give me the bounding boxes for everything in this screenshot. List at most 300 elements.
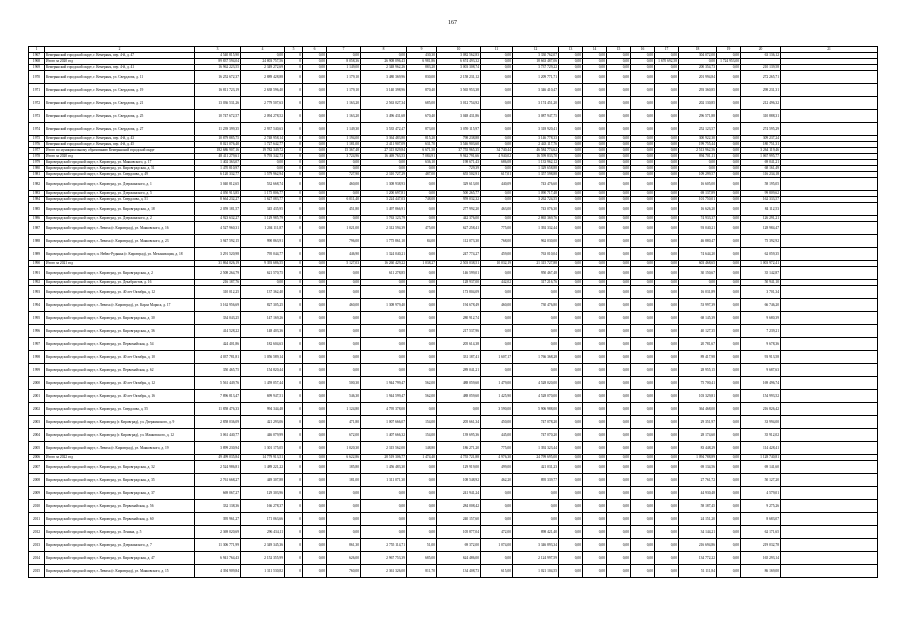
row-number-cell: 1973 <box>29 110 45 123</box>
value-cell: 14 779 913,51 <box>241 455 285 461</box>
value-cell: 0 <box>285 216 303 222</box>
value-cell: 0,00 <box>583 390 607 403</box>
value-cell: 775,00 <box>481 442 513 455</box>
value-cell: 3 059 115,97 <box>437 123 481 136</box>
value-cell: 0,00 <box>361 500 407 513</box>
value-cell: 0,00 <box>559 513 583 526</box>
value-cell: 500 265,77 <box>437 191 481 197</box>
row-number-cell: 2000 <box>29 377 45 390</box>
value-cell: 180 751,31 <box>741 142 781 148</box>
value-cell: 0,00 <box>631 351 655 364</box>
empty-cell <box>781 487 878 500</box>
value-cell: 0 <box>285 222 303 235</box>
value-cell: 66 746,20 <box>741 299 781 312</box>
value-cell: 134 772,22 <box>679 552 717 565</box>
empty-cell <box>781 526 878 539</box>
value-cell: 0,00 <box>513 500 559 513</box>
value-cell: 103 329,81 <box>679 390 717 403</box>
value-cell: 277 992,20 <box>437 203 481 216</box>
value-cell: 0,00 <box>717 325 741 338</box>
value-cell: 0 <box>285 178 303 191</box>
value-cell: 0,00 <box>607 539 631 552</box>
table-row <box>29 123 878 136</box>
value-cell: 0,00 <box>583 142 607 148</box>
value-cell: 0,00 <box>481 65 513 71</box>
value-cell: 0 <box>285 166 303 172</box>
value-cell: 0,00 <box>513 312 559 325</box>
row-number-cell: 2009 <box>29 487 45 500</box>
value-cell: 0,00 <box>655 172 679 178</box>
value-cell: 0,00 <box>607 110 631 123</box>
address-cell: Кировградский городской округ, г. Кировград, ул. Декабристов, д. 16 <box>45 280 195 286</box>
value-cell: 3 012 754,92 <box>437 97 481 110</box>
value-cell: 894 701,11 <box>679 154 717 160</box>
value-cell: 0,00 <box>241 53 285 59</box>
value-cell: 2 094 278,52 <box>241 110 285 123</box>
value-cell: 0,00 <box>559 53 583 59</box>
value-cell: 16 605,00 <box>679 178 717 191</box>
value-cell: 0 <box>285 235 303 248</box>
value-cell: 2 889 428,88 <box>241 71 285 84</box>
value-cell: 0,00 <box>607 142 631 148</box>
row-number-cell: 1972 <box>29 97 45 110</box>
empty-cell <box>781 325 878 338</box>
value-cell: 0 <box>285 123 303 136</box>
value-cell: 16 626,20 <box>679 203 717 216</box>
value-cell: 182 604,63 <box>241 338 285 351</box>
value-cell: 0,00 <box>717 526 741 539</box>
value-cell: 0,00 <box>513 487 559 500</box>
value-cell: 1 181,00 <box>327 142 361 148</box>
address-cell: Кемерянский городской округ, г. Кемерянъ, пер. 4-й, д. 43 <box>45 136 195 142</box>
value-cell: 24 799 695,00 <box>513 455 559 461</box>
column-number-5: 5 <box>285 47 303 53</box>
value-cell: 26 908 096,43 <box>361 59 407 65</box>
value-cell: 1 209 771,71 <box>513 71 559 84</box>
value-cell: 748,00 <box>407 197 437 203</box>
value-cell: 247 774,27 <box>437 248 481 261</box>
value-cell: 0,00 <box>655 442 679 455</box>
value-cell: 0,00 <box>303 500 327 513</box>
value-cell: 0,00 <box>607 286 631 299</box>
value-cell: 0 <box>285 351 303 364</box>
value-cell: 4 037 781,81 <box>195 351 241 364</box>
value-cell: 0 <box>285 299 303 312</box>
value-cell: 0,00 <box>607 123 631 136</box>
value-cell: 0,00 <box>559 552 583 565</box>
value-cell: 11 306 771,99 <box>195 539 241 552</box>
value-cell: 9 678,36 <box>741 338 781 351</box>
value-cell: 1 007 666,07 <box>361 416 407 429</box>
value-cell: 0,00 <box>303 280 327 286</box>
value-cell: 0,00 <box>303 123 327 136</box>
value-cell: 0,00 <box>607 280 631 286</box>
value-cell: 4 394 909,84 <box>195 565 241 578</box>
value-cell: 460,00 <box>327 178 361 191</box>
value-cell: 58 187,45 <box>679 500 717 513</box>
empty-cell <box>781 364 878 377</box>
value-cell: 10 879 885,75 <box>195 136 241 142</box>
value-cell: 0,00 <box>303 235 327 248</box>
value-cell: 0 <box>285 513 303 526</box>
value-cell: 0,00 <box>303 71 327 84</box>
value-cell: 16 469 763,53 <box>361 154 407 160</box>
value-cell: 0,00 <box>583 191 607 197</box>
value-cell: 0,00 <box>559 565 583 578</box>
value-cell: 0,00 <box>655 312 679 325</box>
value-cell: 0,00 <box>717 53 741 59</box>
value-cell: 3 146 778,33 <box>513 136 559 142</box>
value-cell: 0,00 <box>631 487 655 500</box>
value-cell: 0,00 <box>481 191 513 197</box>
value-cell: 2 761 668,27 <box>195 474 241 487</box>
value-cell: 186 271,20 <box>437 442 481 455</box>
value-cell: 0,00 <box>631 455 655 461</box>
value-cell: 0,00 <box>303 160 327 166</box>
value-cell: 811,70 <box>407 565 437 578</box>
value-cell: 0,00 <box>559 416 583 429</box>
value-cell: 0 <box>285 429 303 442</box>
value-cell: 0,00 <box>655 299 679 312</box>
value-cell: 0 <box>285 136 303 142</box>
table-row <box>29 364 878 377</box>
row-number-cell: 2006 <box>29 455 45 461</box>
value-cell: 0,00 <box>607 178 631 191</box>
value-cell: 0 <box>285 53 303 59</box>
value-cell: 0,00 <box>303 110 327 123</box>
value-cell: 0,00 <box>407 325 437 338</box>
value-cell: 2 369 020,69 <box>195 526 241 539</box>
value-cell: 0,00 <box>559 97 583 110</box>
value-cell: 0,00 <box>583 416 607 429</box>
value-cell: 0,00 <box>631 500 655 513</box>
address-cell: Кировградский городской округ, г. Кировград, ул. Кировградская, д. 2 <box>45 267 195 280</box>
value-cell: 3 565 953,38 <box>437 84 481 97</box>
value-cell: 4 528 070,00 <box>513 390 559 403</box>
empty-cell <box>781 416 878 429</box>
value-cell: 0,00 <box>361 325 407 338</box>
empty-cell <box>781 351 878 364</box>
value-cell: 0,00 <box>717 565 741 578</box>
value-cell: 0 <box>285 142 303 148</box>
value-cell: 0,00 <box>655 377 679 390</box>
value-cell: 0,00 <box>481 71 513 84</box>
value-cell: 0,00 <box>717 203 741 216</box>
table-row <box>29 222 878 235</box>
value-cell: 2 967 753,39 <box>361 552 407 565</box>
value-cell: 0,00 <box>407 267 437 280</box>
value-cell: 0,00 <box>481 197 513 203</box>
value-cell: 1 067 995,77 <box>741 154 781 160</box>
row-number-cell: 2007 <box>29 461 45 474</box>
value-cell: 0,00 <box>583 71 607 84</box>
table-row <box>29 71 878 84</box>
value-cell: 0,00 <box>303 429 327 442</box>
value-cell: 0,00 <box>303 364 327 377</box>
value-cell: 0,00 <box>559 235 583 248</box>
value-cell: 0,00 <box>655 403 679 416</box>
value-cell: 0 <box>285 203 303 216</box>
value-cell: 446,90 <box>327 248 361 261</box>
value-cell: 0,00 <box>607 197 631 203</box>
value-cell: 0,00 <box>303 136 327 142</box>
value-cell: 627 258,41 <box>437 222 481 235</box>
address-cell: Итого за 2020 год <box>45 154 195 160</box>
value-cell: 0,00 <box>327 500 361 513</box>
value-cell: 0,00 <box>631 286 655 299</box>
value-cell: 395 961,27 <box>195 513 241 526</box>
value-cell: 0,00 <box>559 84 583 97</box>
value-cell: 0,00 <box>631 142 655 148</box>
value-cell: 0,00 <box>361 53 407 59</box>
value-cell: 2 411 907,09 <box>361 142 407 148</box>
value-cell: 0 <box>285 248 303 261</box>
empty-cell <box>781 552 878 565</box>
value-cell: 27 315 829,84 <box>361 148 407 154</box>
value-cell: 0,00 <box>559 203 583 216</box>
value-cell: 0,00 <box>559 461 583 474</box>
value-cell: 2 312 594,39 <box>361 222 407 235</box>
value-cell: 3 364 483,80 <box>361 136 407 142</box>
address-cell: Кемерянский городской округ, г. Кемерянъ, пер. 4-й, д. 45 <box>45 142 195 148</box>
value-cell: 240 157,60 <box>437 513 481 526</box>
value-cell: 0,00 <box>607 487 631 500</box>
value-cell: 0 <box>285 416 303 429</box>
value-cell: 0,00 <box>583 455 607 461</box>
value-cell: 1 175 806,77 <box>241 191 285 197</box>
value-cell: 1 607,17 <box>481 351 513 364</box>
value-cell: 0,00 <box>631 442 655 455</box>
value-cell: 0,00 <box>655 178 679 191</box>
value-cell: 0,00 <box>303 416 327 429</box>
value-cell: 0,00 <box>631 136 655 142</box>
value-cell: 0,00 <box>583 299 607 312</box>
column-number-2: 2 <box>45 47 195 53</box>
table-row <box>29 325 878 338</box>
value-cell: 0,00 <box>303 65 327 71</box>
value-cell: 0,00 <box>655 455 679 461</box>
value-cell: 0,00 <box>607 166 631 172</box>
value-cell: 0,00 <box>607 160 631 166</box>
value-cell: 0,00 <box>559 455 583 461</box>
value-cell: 0,00 <box>631 65 655 71</box>
value-cell: 2 059 181,57 <box>195 203 241 216</box>
table-row <box>29 403 878 416</box>
value-cell: 217 537,96 <box>437 325 481 338</box>
value-cell: 0,00 <box>717 416 741 429</box>
value-cell: 1 579 962,94 <box>241 172 285 178</box>
value-cell: 414 528,22 <box>195 325 241 338</box>
value-cell: 1 003 972,41 <box>741 261 781 267</box>
column-number-14: 14 <box>583 47 607 53</box>
address-cell: Кировградский городской округ, г. Кировград, ул. Дзержинского, д. 5 <box>45 191 195 197</box>
value-cell: 1 357 598,88 <box>513 172 559 178</box>
value-cell: 994 344,48 <box>241 403 285 416</box>
value-cell: 0,00 <box>407 403 437 416</box>
value-cell: 89 837 594,04 <box>195 59 241 65</box>
column-number-8: 8 <box>361 47 407 53</box>
value-cell: 1 479,00 <box>481 377 513 390</box>
value-cell: 795 044,77 <box>241 248 285 261</box>
value-cell: 0,00 <box>655 148 679 154</box>
value-cell: 0,00 <box>607 377 631 390</box>
value-cell: 0,00 <box>303 526 327 539</box>
value-cell: 440,09 <box>481 178 513 191</box>
value-cell: 0,00 <box>607 312 631 325</box>
value-cell: 1 775 861,10 <box>361 235 407 248</box>
value-cell: 1 020,30 <box>327 442 361 455</box>
value-cell: 69 141,60 <box>741 461 781 474</box>
value-cell: 747 078,20 <box>513 416 559 429</box>
value-cell: 0,00 <box>717 280 741 286</box>
value-cell: 34 144,21 <box>679 526 717 539</box>
value-cell: 775,00 <box>481 222 513 235</box>
value-cell: 0,00 <box>583 148 607 154</box>
value-cell: 3 330 762,07 <box>513 53 559 59</box>
value-cell: 0,00 <box>717 261 741 267</box>
value-cell: 51 111,84 <box>679 565 717 578</box>
value-cell: 49 499 035,84 <box>195 455 241 461</box>
value-cell: 8 683,07 <box>741 513 781 526</box>
value-cell: 611 278,85 <box>361 267 407 280</box>
value-cell: 272 265,71 <box>741 71 781 84</box>
value-cell: 0,00 <box>655 487 679 500</box>
value-cell: 442,02 <box>481 280 513 286</box>
value-cell: 0,00 <box>607 299 631 312</box>
value-cell: 0,00 <box>303 261 327 267</box>
value-cell: 0,00 <box>655 123 679 136</box>
value-cell: 0,00 <box>607 526 631 539</box>
value-cell: 0,00 <box>303 513 327 526</box>
value-cell: 1 402 363,07 <box>195 160 241 166</box>
value-cell: 329 613,00 <box>437 178 481 191</box>
value-cell: 2 858 036,09 <box>195 416 241 429</box>
column-number-16: 16 <box>631 47 655 53</box>
value-cell: 2 865 369,76 <box>513 216 559 222</box>
empty-cell <box>781 565 878 578</box>
value-cell: 0,00 <box>407 191 437 197</box>
value-cell: 727,90 <box>327 172 361 178</box>
value-cell: 212 496,32 <box>741 97 781 110</box>
value-cell: 0,00 <box>559 191 583 197</box>
value-cell: 0,00 <box>361 280 407 286</box>
value-cell: 0,00 <box>303 552 327 565</box>
value-cell: 0,00 <box>717 222 741 235</box>
value-cell: 487,00 <box>407 172 437 178</box>
value-cell: 0,00 <box>481 312 513 325</box>
value-cell: 3 087 947,75 <box>513 110 559 123</box>
table-row <box>29 513 878 526</box>
value-cell: 27 761,72 <box>679 474 717 487</box>
table-row <box>29 286 878 299</box>
value-cell: 898 421,40 <box>513 526 559 539</box>
empty-cell <box>781 97 878 110</box>
value-cell: 0,00 <box>631 71 655 84</box>
value-cell: 24 803 757,56 <box>241 59 285 65</box>
value-cell: 0 <box>285 65 303 71</box>
row-number-cell: 2013 <box>29 539 45 552</box>
value-cell: 1 090 717,48 <box>513 191 559 197</box>
value-cell: 0,00 <box>717 166 741 172</box>
table-row <box>29 203 878 216</box>
value-cell: 68 161,49 <box>741 166 781 172</box>
value-cell: 0,00 <box>717 154 741 160</box>
value-cell: 0,00 <box>559 65 583 71</box>
value-cell: 296 571,88 <box>679 110 717 123</box>
value-cell: 0,00 <box>655 552 679 565</box>
table-row <box>29 500 878 513</box>
value-cell: 0,00 <box>655 390 679 403</box>
value-cell: 0,00 <box>327 166 361 172</box>
value-cell: 0,00 <box>583 222 607 235</box>
value-cell: 169 496,74 <box>741 377 781 390</box>
value-cell: 0 <box>285 261 303 267</box>
value-cell: 15 367,48 <box>327 148 361 154</box>
value-cell: 0,00 <box>607 216 631 222</box>
value-cell: 873,00 <box>407 123 437 136</box>
value-cell: 0,00 <box>631 390 655 403</box>
value-cell: 1 392 332,44 <box>513 222 559 235</box>
value-cell: 181,00 <box>327 474 361 487</box>
value-cell: 116 234,18 <box>741 172 781 178</box>
value-cell: 0 <box>285 403 303 416</box>
value-cell: 0,00 <box>583 110 607 123</box>
value-cell: 0,00 <box>631 403 655 416</box>
value-cell: 0,00 <box>655 539 679 552</box>
value-cell: 747 070,20 <box>513 429 559 442</box>
value-cell: 0,00 <box>583 59 607 65</box>
value-cell: 0,00 <box>717 429 741 442</box>
value-cell: 173 804,09 <box>437 286 481 299</box>
value-cell: 0,00 <box>631 84 655 97</box>
value-cell: 0,00 <box>717 160 741 166</box>
value-cell: 0,00 <box>717 178 741 191</box>
value-cell: 11 858 476,33 <box>195 403 241 416</box>
value-cell: 0,00 <box>407 364 437 377</box>
value-cell: 0,00 <box>631 377 655 390</box>
value-cell: 1 074,00 <box>481 539 513 552</box>
value-cell: 3 590,00 <box>481 403 513 416</box>
value-cell: 0 <box>285 154 303 160</box>
value-cell: 83 448,29 <box>679 442 717 455</box>
value-cell: 2 513 962,56 <box>679 148 717 154</box>
value-cell: 0 <box>285 338 303 351</box>
value-cell: 861,30 <box>327 539 361 552</box>
value-cell: 0,00 <box>559 248 583 261</box>
page-number: 167 <box>448 20 457 26</box>
value-cell: 451,80 <box>327 203 361 216</box>
value-cell: 0,00 <box>631 299 655 312</box>
value-cell: 20 781,67 <box>679 338 717 351</box>
value-cell: 1 489 221,22 <box>241 461 285 474</box>
value-cell: 5 561 449,76 <box>195 377 241 390</box>
row-number-cell: 1998 <box>29 351 45 364</box>
value-cell: 0,00 <box>583 429 607 442</box>
value-cell: 9 393 686,55 <box>241 261 285 267</box>
value-cell: 2 443 117,76 <box>513 142 559 148</box>
value-cell: 0,00 <box>559 216 583 222</box>
value-cell: 0,00 <box>607 513 631 526</box>
value-cell: 0,00 <box>303 248 327 261</box>
value-cell: 7 084,91 <box>407 154 437 160</box>
address-cell: Кемерянский городской округ, г. Кемерянъ, пер. 4-й, д. 47 <box>45 53 195 59</box>
value-cell: 3 174 451,20 <box>513 97 559 110</box>
address-cell: Кировградский городской округ, г. Кировград, ул. 40 лет Октября, д. 16 <box>45 390 195 403</box>
row-number-cell: 1969 <box>29 65 45 71</box>
value-cell: 0,00 <box>303 178 327 191</box>
value-cell: 0,00 <box>655 526 679 539</box>
value-cell: 0,00 <box>655 216 679 222</box>
